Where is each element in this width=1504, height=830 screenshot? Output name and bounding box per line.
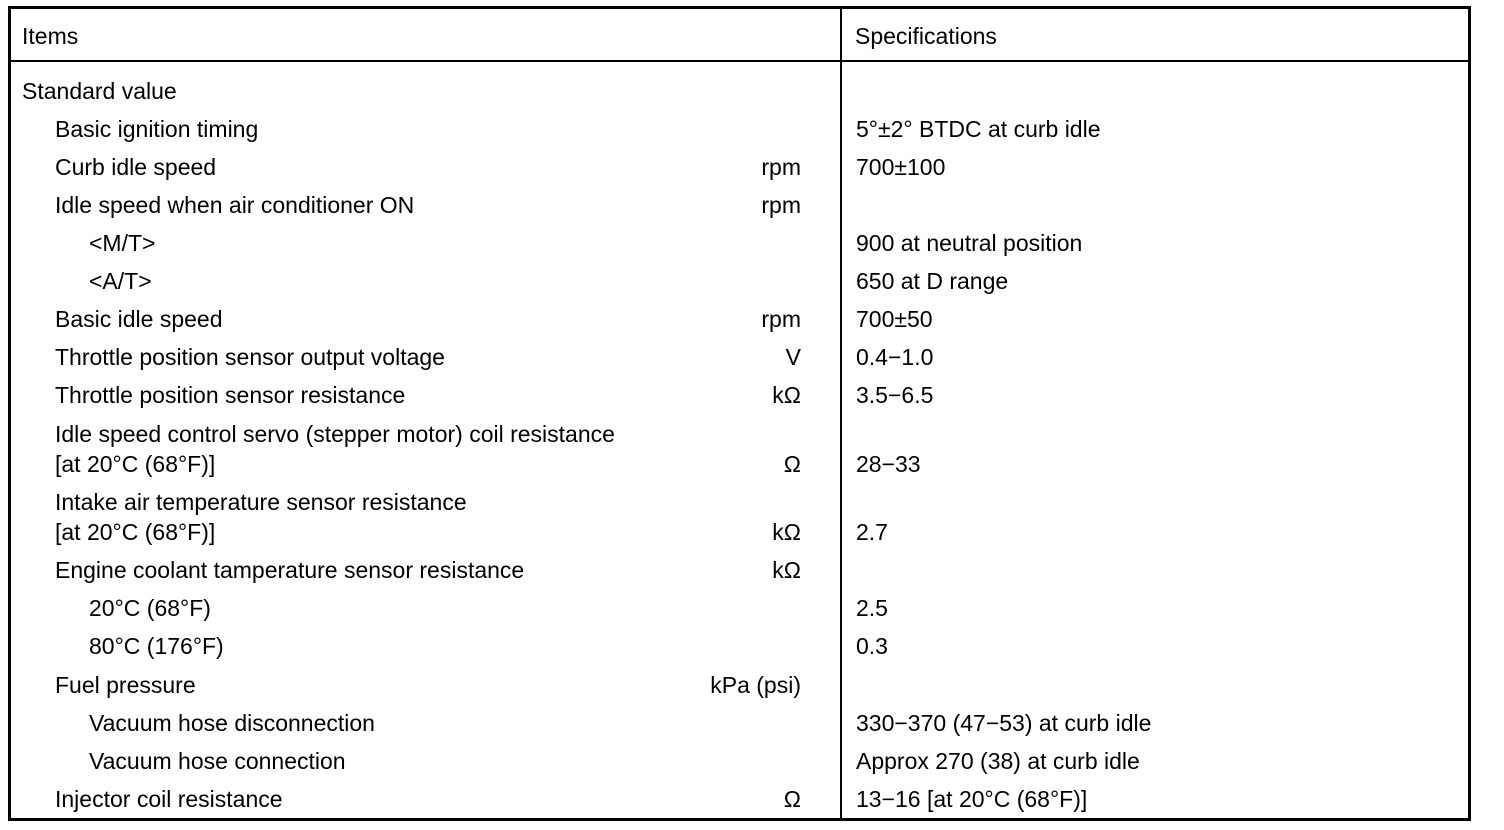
unit-label: kΩ — [772, 557, 801, 583]
spec-value: 700±100 — [856, 154, 946, 180]
item-label: Basic idle speed — [55, 306, 223, 332]
spec-value: Approx 270 (38) at curb idle — [856, 748, 1140, 774]
unit-label: kΩ — [772, 382, 801, 408]
unit-label: kPa (psi) — [710, 672, 801, 698]
item-label — [55, 489, 467, 545]
item-label — [55, 421, 615, 477]
header-items: Items — [22, 23, 79, 49]
spec-value: 700±50 — [856, 306, 933, 332]
item-label-line1: Idle speed control servo (stepper motor) coil resistance — [55, 421, 615, 447]
header-divider — [11, 60, 1468, 62]
item-label: Fuel pressure — [55, 672, 196, 698]
column-divider — [840, 9, 842, 818]
item-label: Idle speed when air conditioner ON — [55, 192, 415, 218]
spec-value: 2.5 — [856, 595, 888, 621]
item-label: Throttle position sensor output voltage — [55, 344, 445, 370]
item-label: <M/T> — [89, 230, 156, 256]
unit-label: Ω — [783, 451, 801, 477]
spec-value: 650 at D range — [856, 268, 1009, 294]
item-label: 80°C (176°F) — [89, 633, 224, 659]
unit-label: Ω — [783, 786, 801, 812]
unit-label: rpm — [761, 154, 801, 180]
spec-value: 5°±2° BTDC at curb idle — [856, 116, 1101, 142]
unit-label: V — [785, 344, 801, 370]
specifications-table — [8, 6, 1471, 821]
item-label: Vacuum hose disconnection — [89, 710, 375, 736]
spec-value: 2.7 — [856, 519, 888, 545]
spec-value: 330−370 (47−53) at curb idle — [856, 710, 1152, 736]
item-label: 20°C (68°F) — [89, 595, 211, 621]
unit-label: rpm — [761, 306, 801, 332]
item-label-line2: [at 20°C (68°F)] — [55, 519, 216, 545]
item-label-line1: Intake air temperature sensor resistance — [55, 489, 467, 515]
spec-value: 900 at neutral position — [856, 230, 1083, 256]
item-label: Standard value — [22, 78, 177, 104]
item-label: Basic ignition timing — [55, 116, 259, 142]
unit-label: rpm — [761, 192, 801, 218]
spec-value: 0.3 — [856, 633, 888, 659]
item-label: Engine coolant tamperature sensor resistance — [55, 557, 525, 583]
item-label: Throttle position sensor resistance — [55, 382, 406, 408]
item-label: Vacuum hose connection — [89, 748, 346, 774]
item-label-line2: [at 20°C (68°F)] — [55, 451, 216, 477]
header-specifications: Specifications — [855, 23, 997, 49]
item-label: <A/T> — [89, 268, 152, 294]
spec-value: 13−16 [at 20°C (68°F)] — [856, 786, 1088, 812]
unit-label: kΩ — [772, 519, 801, 545]
spec-value: 28−33 — [856, 451, 921, 477]
item-label: Curb idle speed — [55, 154, 217, 180]
spec-value: 3.5−6.5 — [856, 382, 934, 408]
spec-value: 0.4−1.0 — [856, 344, 934, 370]
item-label: Injector coil resistance — [55, 786, 283, 812]
